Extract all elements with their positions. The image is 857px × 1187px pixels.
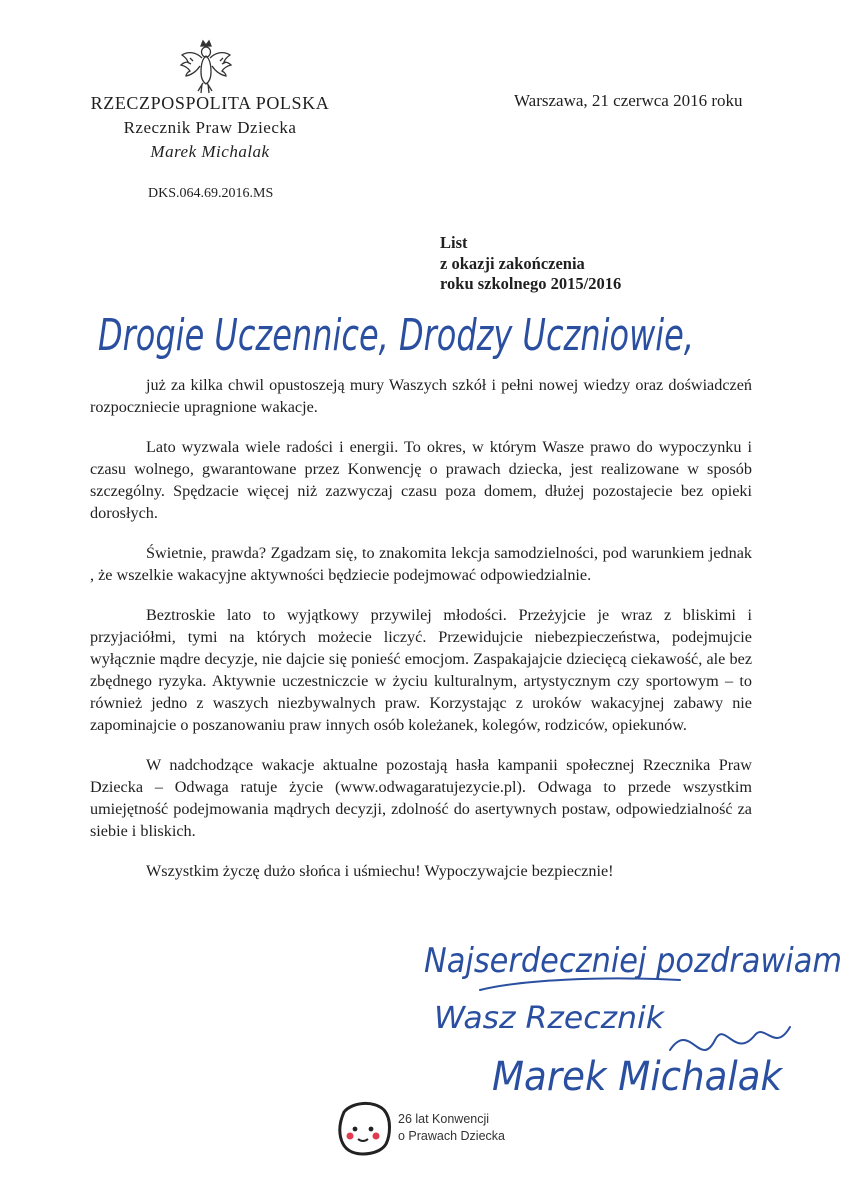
logo-line: o Prawach Dziecka — [398, 1129, 505, 1143]
paragraph: Świetnie, prawda? Zgadzam się, to znakomita lekcja samodzielności, pod warunkiem jednak , że wszelkie wakacyjne aktywności będziecie podejmować odpowiedzialnie. — [90, 544, 752, 584]
paragraph: W nadchodzące wakacje aktualne pozostają hasła kampanii społecznej Rzecznika Praw Dziecka – Odwaga ratuje życie (www.odwagaratujezycie.pl). Odwaga to przede wszystkim umiejętność podejmowania mądrych decyzji, zdolność do asertywnych postaw, odpowiedzialność za siebie i bliskich. — [90, 756, 752, 840]
title-line: roku szkolnego 2015/2016 — [440, 274, 622, 293]
paragraph: już za kilka chwil opustoszeją mury Waszych szkół i pełni nowej wiedzy oraz doświadczeń rozpoczniecie upragnione wakacje. — [90, 376, 752, 416]
greeting-text: Drogie Uczennice, Drodzy Uczniowie, — [98, 310, 694, 361]
office-name: Rzecznik Praw Dziecka — [123, 118, 297, 137]
eagle-emblem-icon — [178, 38, 234, 96]
paragraph: Lato wyzwala wiele radości i energii. To okres, w którym Wasze prawo do wypoczynku i czasu wolnego, gwarantowane przez Konwencję o prawach dziecka, jest realizowane w sposób szczególny. Spędzacie więcej niż zazwyczaj czasu poza domem, dłużej pozostajecie bez opieki dorosłych. — [90, 438, 752, 522]
handwritten-signature — [420, 930, 850, 1135]
signature-name: Marek Michalak — [492, 1054, 784, 1100]
convention-logo-text — [398, 1111, 505, 1145]
handwritten-greeting — [94, 298, 704, 378]
ombudsman-name: Marek Michalak — [150, 142, 270, 161]
closing-line: Najserdeczniej pozdrawiam — [424, 941, 842, 981]
paragraph: Beztroskie lato to wyjątkowy przywilej młodości. Przeżyjcie je wraz z bliskimi i przyjaciółmi, tymi na których możecie liczyć. Przewidujcie niebezpieczeństwa, podejmujcie wyłącznie mądre decyzje, nie dajcie się ponieść emocjom. Zaspakajajcie dziecięcą ciekawość, ale bez zbędnego ryzyka. Aktywnie uczestniczcie w życiu kulturalnym, artystycznym czy sportowym – to również jedno z waszych niezbywalnych praw. Korzystając z uroków wakacyjnej zabawy nie zapominajcie o poszanowaniu praw innych osób koleżanek, kolegów, rodziców, opiekunów. — [90, 606, 752, 734]
institution-name: RZECZPOSPOLITA POLSKA — [90, 93, 330, 113]
letter-date: Warszawa, 21 czerwca 2016 roku — [514, 91, 743, 110]
logo-line: 26 lat Konwencji — [398, 1112, 490, 1126]
reference-number: DKS.064.69.2016.MS — [148, 186, 274, 201]
convention-logo-icon — [334, 1100, 392, 1156]
letter-body — [90, 374, 752, 900]
letter-title — [440, 233, 621, 295]
paragraph: Wszystkim życzę dużo słońca i uśmiechu! Wypoczywajcie bezpiecznie! — [146, 862, 614, 880]
title-line: z okazji zakończenia — [440, 253, 585, 273]
closing-line: Wasz Rzecznik — [434, 1001, 666, 1036]
title-line: List — [440, 233, 468, 252]
